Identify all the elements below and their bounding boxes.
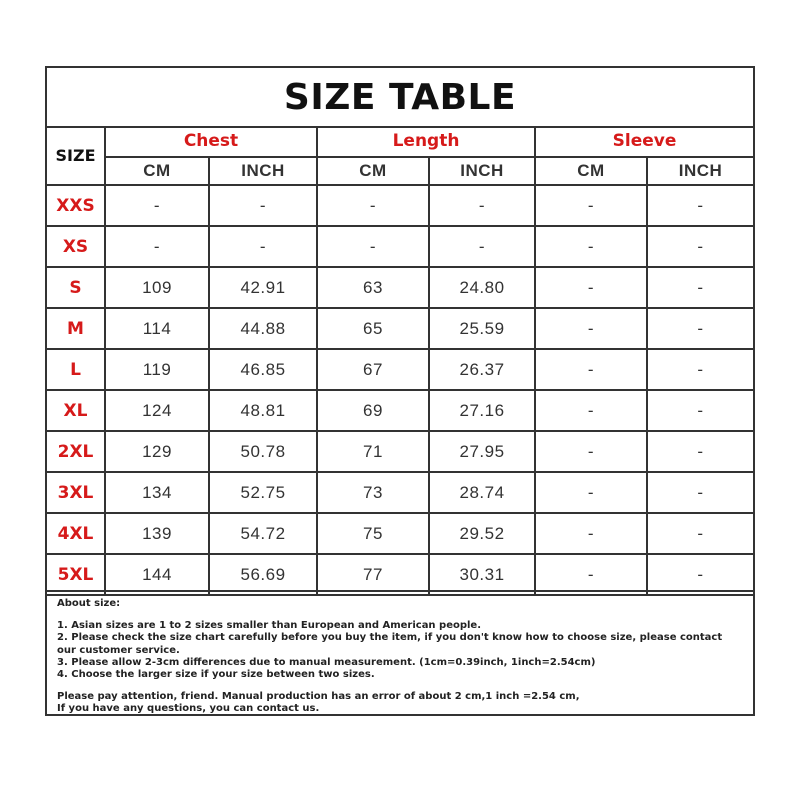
- table-cell: 109: [105, 267, 209, 308]
- footer-line: Please pay attention, friend. Manual production has an error of about 2 cm,1 inch =2.54 cm,: [57, 691, 580, 703]
- table-cell: -: [429, 185, 535, 226]
- unit-header-row: [47, 157, 753, 185]
- unit-header: CM: [535, 157, 647, 185]
- sleeve-header: Sleeve: [535, 126, 753, 157]
- table-cell: 24.80: [429, 267, 535, 308]
- unit-header: INCH: [429, 157, 535, 185]
- table-cell: -: [647, 472, 753, 513]
- table-cell: -: [535, 308, 647, 349]
- size-label: M: [47, 308, 105, 349]
- size-label: S: [47, 267, 105, 308]
- table-cell: -: [535, 267, 647, 308]
- table-cell: -: [647, 554, 753, 595]
- note-line: 3. Please allow 2-3cm differences due to manual measurement. (1cm=0.39inch, 1inch=2.54cm): [57, 656, 596, 668]
- table-cell: -: [209, 226, 317, 267]
- table-row: [47, 185, 753, 226]
- table-cell: 50.78: [209, 431, 317, 472]
- table-cell: 69: [317, 390, 429, 431]
- page-title: SIZE TABLE: [47, 68, 753, 128]
- table-cell: 42.91: [209, 267, 317, 308]
- table-cell: -: [535, 431, 647, 472]
- length-header: Length: [317, 126, 535, 157]
- chest-header: Chest: [105, 126, 317, 157]
- table-cell: -: [105, 185, 209, 226]
- table-cell: 114: [105, 308, 209, 349]
- table-cell: -: [535, 226, 647, 267]
- table-cell: -: [535, 554, 647, 595]
- table-cell: 75: [317, 513, 429, 554]
- unit-header: INCH: [209, 157, 317, 185]
- table-cell: -: [535, 349, 647, 390]
- table-cell: -: [317, 226, 429, 267]
- table-cell: 139: [105, 513, 209, 554]
- size-rows: [47, 185, 753, 595]
- table-cell: -: [535, 185, 647, 226]
- table-cell: 52.75: [209, 472, 317, 513]
- table-cell: 77: [317, 554, 429, 595]
- table-cell: -: [105, 226, 209, 267]
- table-cell: 134: [105, 472, 209, 513]
- table-cell: 54.72: [209, 513, 317, 554]
- table-row: [47, 349, 753, 390]
- table-cell: -: [535, 390, 647, 431]
- table-cell: -: [317, 185, 429, 226]
- table-cell: -: [647, 390, 753, 431]
- table-cell: 71: [317, 431, 429, 472]
- table-row: [47, 513, 753, 554]
- table-cell: 25.59: [429, 308, 535, 349]
- table-cell: -: [647, 267, 753, 308]
- table-cell: 124: [105, 390, 209, 431]
- note-line: 4. Choose the larger size if your size between two sizes.: [57, 669, 375, 681]
- table-cell: -: [647, 349, 753, 390]
- unit-header: INCH: [647, 157, 753, 185]
- unit-header: CM: [105, 157, 209, 185]
- size-label: XXS: [47, 185, 105, 226]
- table-row: [47, 390, 753, 431]
- size-label: 5XL: [47, 554, 105, 595]
- table-cell: 144: [105, 554, 209, 595]
- table-cell: 29.52: [429, 513, 535, 554]
- size-label: 3XL: [47, 472, 105, 513]
- unit-header: CM: [317, 157, 429, 185]
- table-cell: 27.95: [429, 431, 535, 472]
- table-cell: -: [647, 513, 753, 554]
- table-cell: 46.85: [209, 349, 317, 390]
- about-size-notes: [47, 590, 753, 714]
- size-label: 4XL: [47, 513, 105, 554]
- table-cell: 27.16: [429, 390, 535, 431]
- note-line: 2. Please check the size chart carefully before you buy the item, if you don't know how to choose size, please contact our customer service.: [57, 632, 723, 656]
- table-cell: 30.31: [429, 554, 535, 595]
- table-row: [47, 431, 753, 472]
- group-header-row: [47, 126, 753, 157]
- note-line: 1. Asian sizes are 1 to 2 sizes smaller than European and American people.: [57, 620, 482, 632]
- size-column-header: SIZE: [47, 126, 105, 185]
- size-label: XS: [47, 226, 105, 267]
- table-cell: -: [535, 472, 647, 513]
- table-cell: 26.37: [429, 349, 535, 390]
- table-cell: 56.69: [209, 554, 317, 595]
- table-cell: -: [647, 431, 753, 472]
- table-cell: -: [429, 226, 535, 267]
- table-cell: 63: [317, 267, 429, 308]
- size-table-frame: [45, 66, 755, 716]
- size-label: L: [47, 349, 105, 390]
- table-cell: -: [535, 513, 647, 554]
- size-label: XL: [47, 390, 105, 431]
- table-row: [47, 554, 753, 595]
- table-cell: 67: [317, 349, 429, 390]
- table-cell: 119: [105, 349, 209, 390]
- notes-spacer: [57, 610, 743, 620]
- footer-line: If you have any questions, you can contact us.: [57, 703, 320, 715]
- table-row: [47, 472, 753, 513]
- table-cell: -: [647, 185, 753, 226]
- table-cell: -: [647, 308, 753, 349]
- size-table: [47, 126, 753, 596]
- table-row: [47, 267, 753, 308]
- table-cell: 129: [105, 431, 209, 472]
- size-label: 2XL: [47, 431, 105, 472]
- table-row: [47, 308, 753, 349]
- table-cell: 44.88: [209, 308, 317, 349]
- table-cell: 28.74: [429, 472, 535, 513]
- table-row: [47, 226, 753, 267]
- table-cell: -: [647, 226, 753, 267]
- table-cell: 73: [317, 472, 429, 513]
- notes-heading: About size:: [57, 598, 121, 609]
- table-cell: -: [209, 185, 317, 226]
- table-cell: 48.81: [209, 390, 317, 431]
- table-cell: 65: [317, 308, 429, 349]
- notes-spacer: [57, 681, 743, 691]
